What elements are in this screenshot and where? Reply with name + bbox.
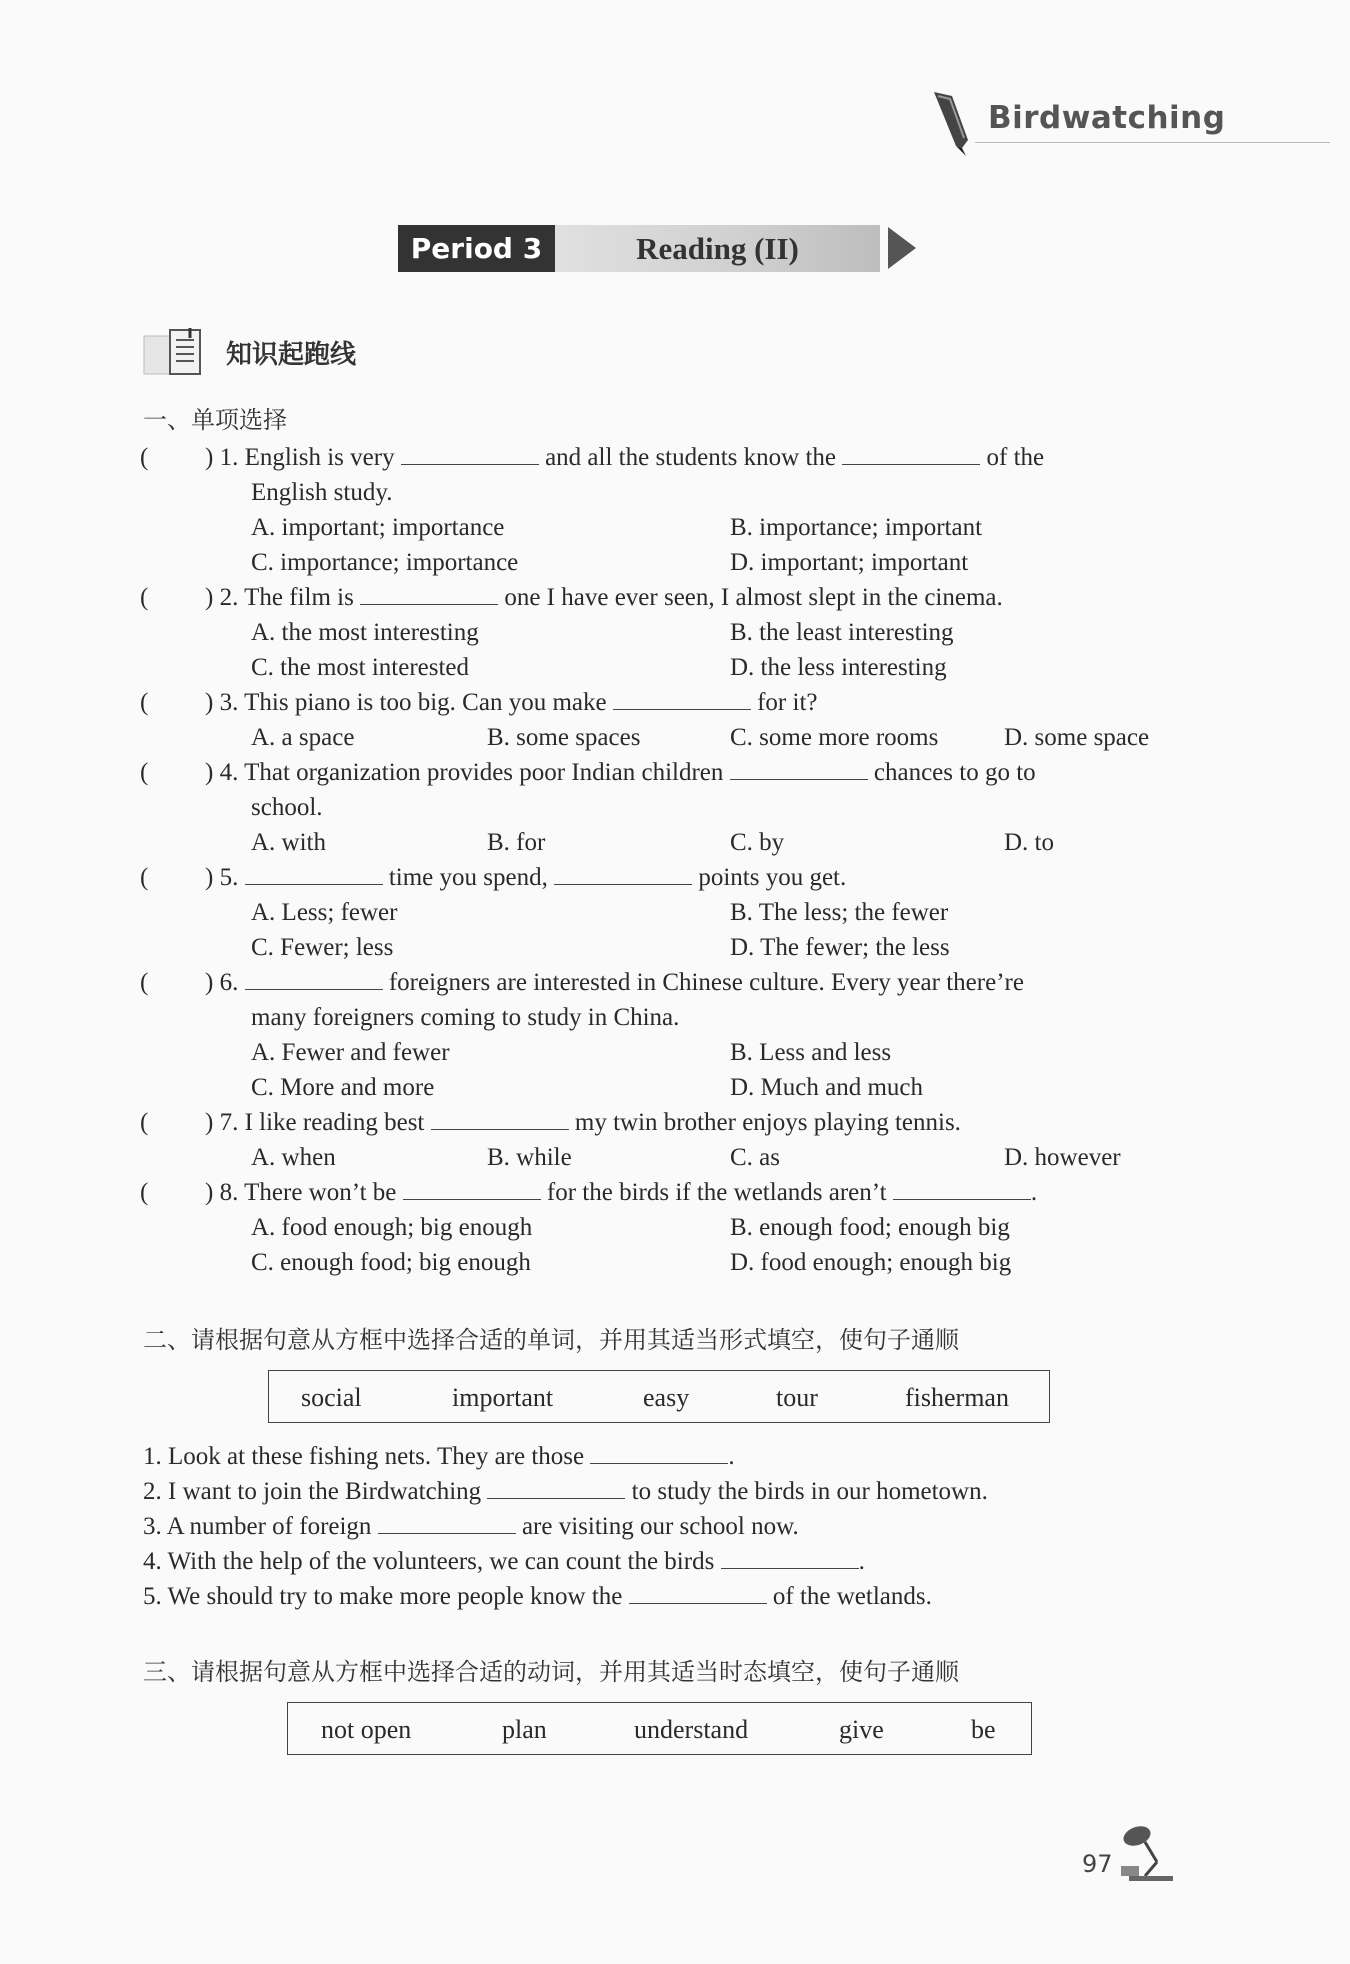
answer-bracket: (	[140, 1179, 149, 1206]
sentence-4: 4. With the help of the volunteers, we can count the birds .	[143, 1548, 865, 1575]
option-a: A. food enough; big enough	[251, 1214, 533, 1241]
word-option: tour	[776, 1383, 818, 1412]
book-icon	[140, 326, 206, 378]
sentence-3: 3. A number of foreign are visiting our school now.	[143, 1513, 799, 1540]
word-option: not open	[321, 1715, 412, 1744]
question-8: ) 8. There won’t be for the birds if the wetlands aren’t .	[205, 1179, 1038, 1206]
section-title: 知识起跑线	[226, 340, 357, 370]
lesson-title: Reading (II)	[555, 225, 880, 272]
sentence-1: 1. Look at these fishing nets. They are those .	[143, 1443, 735, 1470]
sentence-2: 2. I want to join the Birdwatching to study the birds in our hometown.	[143, 1478, 988, 1505]
option-b: B. Less and less	[730, 1039, 892, 1066]
option-d: D. however	[1004, 1144, 1121, 1171]
word-option: social	[301, 1383, 362, 1412]
blank[interactable]	[842, 446, 980, 465]
blank[interactable]	[893, 1181, 1031, 1200]
question-4-cont: school.	[251, 794, 323, 821]
option-c: C. enough food; big enough	[251, 1249, 531, 1276]
period-label: Period 3	[398, 225, 555, 272]
option-d: D. The fewer; the less	[730, 934, 950, 961]
option-b: B. The less; the fewer	[730, 899, 949, 926]
word-option: important	[452, 1383, 554, 1412]
option-d: D. food enough; enough big	[730, 1249, 1012, 1276]
option-b: B. the least interesting	[730, 619, 954, 646]
option-b: B. some spaces	[487, 724, 641, 751]
word-option: give	[839, 1715, 884, 1744]
chapter-title: Birdwatching	[988, 100, 1226, 136]
option-c: C. Fewer; less	[251, 934, 394, 961]
question-6-cont: many foreigners coming to study in China.	[251, 1004, 680, 1031]
word-option: easy	[643, 1383, 690, 1412]
blank[interactable]	[403, 1181, 541, 1200]
blank[interactable]	[554, 866, 692, 885]
blank[interactable]	[378, 1515, 516, 1534]
blank[interactable]	[360, 586, 498, 605]
sentence-5: 5. We should try to make more people know the of the wetlands.	[143, 1583, 932, 1610]
question-7: ) 7. I like reading best my twin brother enjoys playing tennis.	[205, 1109, 961, 1136]
question-6: ) 6. foreigners are interested in Chinese culture. Every year there’re	[205, 969, 1024, 996]
question-3: ) 3. This piano is too big. Can you make for it?	[205, 689, 818, 716]
option-a: A. a space	[251, 724, 355, 751]
option-a: A. with	[251, 829, 326, 856]
part1-heading: 一、单项选择	[143, 406, 287, 434]
question-4: ) 4. That organization provides poor Indian children chances to go to	[205, 759, 1036, 786]
option-a: A. when	[251, 1144, 336, 1171]
option-b: B. enough food; enough big	[730, 1214, 1010, 1241]
option-a: A. Fewer and fewer	[251, 1039, 450, 1066]
verb-box	[287, 1702, 1032, 1755]
pen-icon	[928, 88, 974, 158]
option-d: D. the less interesting	[730, 654, 947, 681]
option-c: C. importance; importance	[251, 549, 519, 576]
blank[interactable]	[245, 866, 383, 885]
option-b: B. for	[487, 829, 546, 856]
blank[interactable]	[613, 691, 751, 710]
word-option: be	[971, 1715, 996, 1744]
option-a: A. important; importance	[251, 514, 505, 541]
option-d: D. Much and much	[730, 1074, 924, 1101]
blank[interactable]	[721, 1550, 859, 1569]
option-c: C. More and more	[251, 1074, 435, 1101]
answer-bracket: (	[140, 759, 149, 786]
option-a: A. Less; fewer	[251, 899, 398, 926]
blank[interactable]	[401, 446, 539, 465]
arrow-icon	[888, 227, 916, 269]
period-banner	[398, 225, 916, 272]
word-option: plan	[502, 1715, 547, 1744]
option-c: C. some more rooms	[730, 724, 939, 751]
header-rule	[975, 142, 1330, 143]
blank[interactable]	[590, 1445, 728, 1464]
question-1: ) 1. English is very and all the students know the of the	[205, 444, 1045, 471]
question-2: ) 2. The film is one I have ever seen, I almost slept in the cinema.	[205, 584, 1003, 611]
option-c: C. the most interested	[251, 654, 470, 681]
answer-bracket: (	[140, 689, 149, 716]
blank[interactable]	[245, 971, 383, 990]
option-d: D. to	[1004, 829, 1054, 856]
option-c: C. as	[730, 1144, 780, 1171]
blank[interactable]	[629, 1585, 767, 1604]
part2-heading: 二、请根据句意从方框中选择合适的单词，并用其适当形式填空，使句子通顺	[143, 1326, 959, 1354]
option-d: D. important; important	[730, 549, 969, 576]
blank[interactable]	[487, 1480, 625, 1499]
desk-lamp-icon	[1115, 1822, 1177, 1884]
option-d: D. some space	[1004, 724, 1150, 751]
blank[interactable]	[431, 1111, 569, 1130]
page-number: 97	[1082, 1850, 1113, 1878]
word-box	[268, 1370, 1050, 1423]
answer-bracket: (	[140, 584, 149, 611]
part3-heading: 三、请根据句意从方框中选择合适的动词，并用其适当时态填空，使句子通顺	[143, 1658, 959, 1686]
answer-bracket: (	[140, 1109, 149, 1136]
option-c: C. by	[730, 829, 785, 856]
option-b: B. importance; important	[730, 514, 983, 541]
blank[interactable]	[730, 761, 868, 780]
question-5: ) 5. time you spend, points you get.	[205, 864, 847, 891]
question-1-cont: English study.	[251, 479, 393, 506]
word-option: understand	[634, 1715, 749, 1744]
answer-bracket: (	[140, 444, 149, 471]
option-b: B. while	[487, 1144, 572, 1171]
answer-bracket: (	[140, 864, 149, 891]
option-a: A. the most interesting	[251, 619, 479, 646]
answer-bracket: (	[140, 969, 149, 996]
word-option: fisherman	[905, 1383, 1009, 1412]
